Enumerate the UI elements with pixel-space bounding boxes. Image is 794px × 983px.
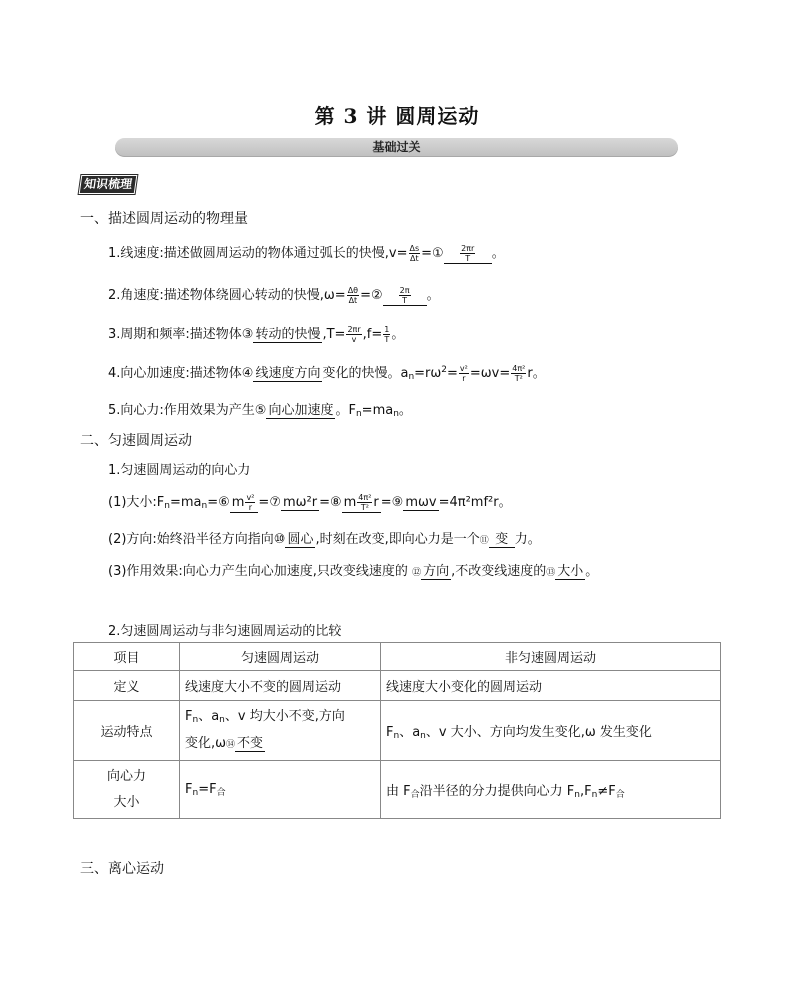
force-magnitude-line: (1)大小$:F_n=ma_n=⑥$ m $\frac{\text{v²}}{r}$ =⑦ mω²r =⑧ m $\frac{\text{4π²}}{\text{T²}}$ r =⑨ mωv =4π²mf²r。 bbox=[108, 493, 512, 512]
table-cell: $F_n=F_合$ bbox=[180, 761, 381, 819]
table-header-row bbox=[74, 643, 721, 671]
table-row bbox=[74, 701, 721, 761]
comparison-table bbox=[73, 642, 721, 819]
subsection-2-1: 1.匀速圆周运动的向心力 bbox=[108, 463, 251, 478]
force-effect-line: (3)作用效果:向心力产生向心加速度,只改变线速度的 ⑫ 方向 ,不改变线速度的⑬ 大小 。 bbox=[108, 564, 599, 579]
section-1-heading: 一、描述圆周运动的物理量 bbox=[80, 211, 248, 227]
table-row bbox=[74, 671, 721, 701]
answer-1: $\frac{2\pi r}{T}$ bbox=[444, 244, 492, 264]
table-header: 项目 bbox=[74, 643, 180, 671]
section-2-heading: 二、匀速圆周运动 bbox=[80, 433, 192, 449]
answer-4: 线速度方向 bbox=[255, 366, 321, 381]
table-cell: $F_n$、$a_n$、v 大小、方向均发生变化,ω 发生变化 bbox=[381, 701, 721, 761]
table-cell: 线速度大小不变的圆周运动 bbox=[180, 671, 381, 701]
answer-14: 不变 bbox=[237, 735, 264, 751]
answer-9: mωv bbox=[405, 495, 437, 510]
item-centripetal-force: 5.向心力:作用效果为产生⑤ 向心加速度 。$F_n=ma_n$。 bbox=[108, 403, 412, 419]
table-row bbox=[74, 761, 721, 819]
answer-6: m $\frac{\text{v²}}{r}$ bbox=[230, 493, 259, 513]
answer-12: 方向 bbox=[423, 564, 450, 579]
item-centripetal-acceleration: 4.向心加速度:描述物体④ 线速度方向 变化的快慢。$a_n=r\omega^2=$ $\frac{\text{v²}}{r}$ =ωv= $\frac{\text{4π²}}{\text{T²}}$ r。 bbox=[108, 364, 546, 383]
fraction: $\frac{\Delta\theta}{\Delta t}$ bbox=[347, 286, 359, 305]
table-header: 非匀速圆周运动 bbox=[381, 643, 721, 671]
answer-8: m $\frac{\text{4π²}}{\text{T²}}$ r bbox=[343, 493, 379, 512]
table-cell: 由 $F_合$沿半径的分力提供向心力 $F_n,F_n\ne F_合$ bbox=[381, 761, 721, 819]
page-title: 第 3 讲 圆周运动 bbox=[314, 104, 480, 128]
force-direction-line: (2)方向:始终沿半径方向指向⑩ 圆心 ,时刻在改变,即向心力是一个⑪ 变 力。 bbox=[108, 532, 541, 547]
subsection-2-2: 2.匀速圆周运动与非匀速圆周运动的比较 bbox=[108, 624, 342, 639]
table-cell: $F_n$、$a_n$、v 均大小不变,方向 变化,ω⑭ 不变 bbox=[180, 701, 381, 761]
item-linear-velocity: 1.线速度:描述做圆周运动的物体通过弧长的快慢,v= $\frac{\Delta s}{\Delta t}$ =① $\frac{2\pi r}{T}$ 。 bbox=[108, 244, 505, 263]
table-cell: 向心力 大小 bbox=[74, 761, 180, 819]
answer-10: 圆心 bbox=[287, 532, 314, 547]
item-period-frequency: 3.周期和频率:描述物体③ 转动的快慢 ,T= $\frac{2\pi r}{v}$ ,f= $\frac{1}{T}$ 。 bbox=[108, 325, 405, 344]
answer-7: mω²r bbox=[282, 495, 318, 510]
answer-3: 转动的快慢 bbox=[255, 327, 321, 342]
answer-13: 大小 bbox=[557, 564, 584, 579]
knowledge-badge bbox=[80, 175, 136, 194]
table-cell: 线速度大小变化的圆周运动 bbox=[381, 671, 721, 701]
table-cell: 运动特点 bbox=[74, 701, 180, 761]
section-3-heading: 三、离心运动 bbox=[80, 861, 164, 877]
table-cell: 定义 bbox=[74, 671, 180, 701]
answer-11: 变 bbox=[489, 533, 515, 548]
answer-5: 向心加速度 bbox=[268, 403, 334, 418]
table-header: 匀速圆周运动 bbox=[180, 643, 381, 671]
item-angular-velocity: 2.角速度:描述物体绕圆心转动的快慢,ω= $\frac{\Delta\theta}{\Delta t}$ =② $\frac{2\pi}{T}$ 。 bbox=[108, 286, 440, 305]
badge-label: 知识梳理 bbox=[79, 175, 138, 194]
answer-2: $\frac{2\pi}{T}$ bbox=[383, 286, 427, 306]
banner-label: 基础过关 bbox=[372, 140, 421, 154]
section-banner bbox=[115, 138, 678, 157]
fraction: $\frac{\Delta s}{\Delta t}$ bbox=[409, 244, 420, 263]
